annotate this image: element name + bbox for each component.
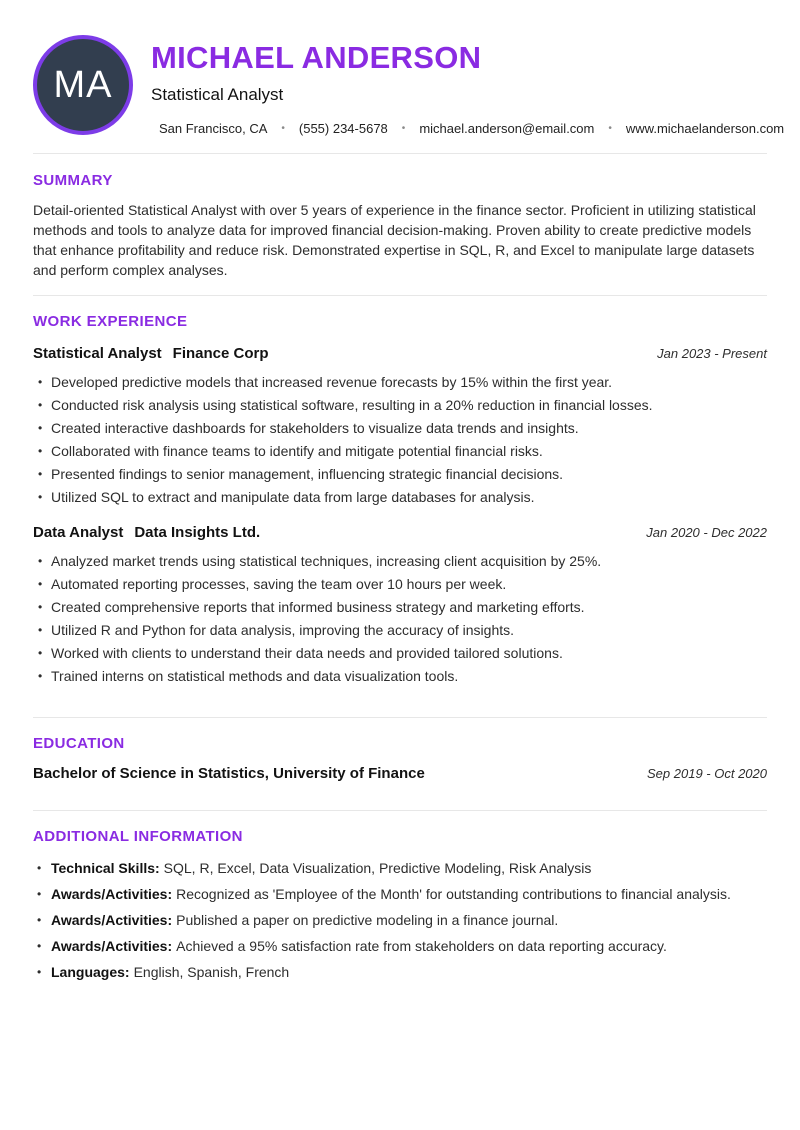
resume-header	[33, 0, 785, 137]
job-bullet: • Presented findings to senior management, influencing strategic financial decisions.	[33, 463, 767, 486]
summary-heading: SUMMARY	[33, 172, 113, 190]
job-dates: Jan 2020 - Dec 2022	[646, 525, 767, 541]
contact-phone: (555) 234-5678	[298, 121, 388, 137]
additional-item	[33, 962, 767, 982]
additional-item-text: Achieved a 95% satisfaction rate from stakeholders on data reporting accuracy.	[176, 938, 667, 955]
divider	[33, 810, 767, 811]
job-title	[33, 524, 260, 541]
job-title	[33, 345, 269, 362]
contact-email: michael.anderson@email.com	[419, 121, 595, 137]
job-bullet: • Worked with clients to understand their data needs and provided tailored solutions.	[33, 642, 767, 665]
job-bullet: • Trained interns on statistical methods and data visualization tools.	[33, 665, 767, 688]
job-bullet: • Automated reporting processes, saving the team over 10 hours per week.	[33, 573, 767, 596]
additional-item	[33, 884, 767, 904]
job-bullet-list	[33, 371, 767, 509]
additional-item	[33, 936, 767, 956]
additional-item-label: Awards/Activities:	[51, 912, 173, 929]
contact-website: www.michaelanderson.com	[625, 121, 785, 137]
additional-item-label: Languages:	[51, 964, 130, 981]
summary-text: Detail-oriented Statistical Analyst with over 5 years of experience in the finance sector. Proficient in utilizing statistical methods and tools to analyze data for improved financial decision-making. Proven ability to create predictive models that enhance profitability and reduce risk. Demonstrated expertise in SQL, R, and Excel to manipulate large datasets and perform complex analyses.	[33, 202, 756, 279]
job-bullet: • Collaborated with finance teams to identify and mitigate potential financial risks.	[33, 440, 767, 463]
additional-item-text: Recognized as 'Employee of the Month' for outstanding contributions to financial analysis.	[176, 886, 731, 903]
job-bullet: • Conducted risk analysis using statistical software, resulting in a 20% reduction in financial losses.	[33, 394, 767, 417]
additional-information-heading: ADDITIONAL INFORMATION	[33, 828, 243, 846]
avatar-initials: MA	[53, 63, 113, 106]
additional-item	[33, 910, 767, 930]
job-bullet: • Developed predictive models that increased revenue forecasts by 15% within the first year.	[33, 371, 767, 394]
job-bullet: • Created interactive dashboards for stakeholders to visualize data trends and insights.	[33, 417, 767, 440]
candidate-title: Statistical Analyst	[151, 85, 284, 105]
job-dates: Jan 2023 - Present	[657, 346, 767, 362]
job-header	[33, 524, 767, 541]
education-entry	[33, 765, 767, 782]
additional-item-text: Published a paper on predictive modeling in a finance journal.	[176, 912, 559, 929]
job-bullet-list	[33, 550, 767, 688]
header-identity	[151, 35, 785, 137]
additional-list	[33, 858, 767, 982]
candidate-name: MICHAEL ANDERSON	[151, 40, 482, 75]
education-degree: Bachelor of Science in Statistics, University of Finance	[33, 765, 425, 783]
contact-location: San Francisco, CA	[159, 121, 268, 137]
contact-separator: •	[401, 123, 406, 135]
job-entry	[33, 345, 767, 509]
contact-separator: •	[281, 123, 285, 135]
additional-item-text: English, Spanish, French	[133, 964, 290, 981]
divider	[33, 295, 767, 296]
job-company: Data Insights Ltd.	[134, 524, 261, 542]
avatar	[33, 35, 133, 135]
education-heading: EDUCATION	[33, 735, 125, 753]
job-header	[33, 345, 767, 362]
additional-item	[33, 858, 767, 878]
divider	[33, 153, 767, 154]
job-entry	[33, 524, 767, 688]
job-bullet: • Created comprehensive reports that informed business strategy and marketing efforts.	[33, 596, 767, 619]
education-dates: Sep 2019 - Oct 2020	[647, 766, 767, 782]
additional-item-label: Technical Skills:	[51, 860, 160, 877]
job-bullet: • Utilized R and Python for data analysis, improving the accuracy of insights.	[33, 619, 767, 642]
contact-separator: •	[608, 123, 612, 135]
additional-item-label: Awards/Activities:	[51, 886, 173, 903]
work-experience-heading: WORK EXPERIENCE	[33, 313, 188, 331]
additional-item-text: SQL, R, Excel, Data Visualization, Predictive Modeling, Risk Analysis	[163, 860, 592, 877]
job-company: Finance Corp	[172, 345, 269, 363]
job-position: Statistical Analyst	[33, 345, 162, 363]
contact-row	[159, 121, 785, 137]
additional-item-label: Awards/Activities:	[51, 938, 173, 955]
divider	[33, 717, 767, 718]
job-bullet: • Analyzed market trends using statistical techniques, increasing client acquisition by 25%.	[33, 550, 767, 573]
job-bullet: • Utilized SQL to extract and manipulate data from large databases for analysis.	[33, 486, 767, 509]
job-position: Data Analyst	[33, 524, 124, 542]
